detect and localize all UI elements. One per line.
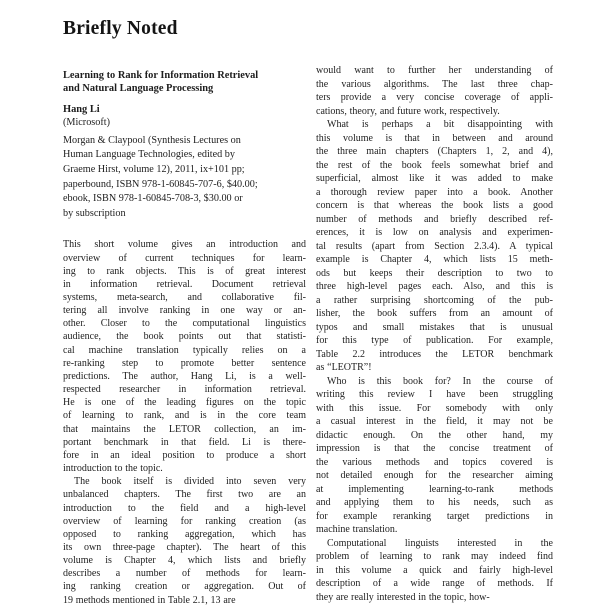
text-line: Graeme Hirst, volume 12), 2011, ix+101 pp; xyxy=(63,164,245,175)
text-line: for this type of publication. For example, xyxy=(316,335,553,346)
text-line: fore in an ideal position to produce a short xyxy=(63,449,306,461)
text-line: description of a wide range of methods. If xyxy=(316,578,553,589)
text-line: impression is that the concise treatment of xyxy=(316,443,553,454)
text-line: introduction to the field and a high-level xyxy=(63,502,306,514)
text-line: this volume is that in between and around xyxy=(316,132,553,144)
text-line: systems, meta-search, and collaborative fil- xyxy=(63,292,306,303)
author-block xyxy=(63,103,306,129)
text-line: by subscription xyxy=(63,207,126,219)
text-line: concern is that whereas the book lists a good xyxy=(316,200,553,211)
text-line: machine translation. xyxy=(316,524,398,535)
text-line: predictions. The author, Hang Li, is a well- xyxy=(63,370,306,382)
text-line: would want to further her understanding of xyxy=(316,65,553,76)
text-line: ters provide a very concise coverage of appli- xyxy=(316,92,553,103)
text-line: cal machine translation typically relies on a xyxy=(63,344,306,356)
text-line: audience, the book points out that statisti- xyxy=(63,331,306,343)
text-line: introduction to the topic. xyxy=(63,463,163,475)
text-line: Human Language Technologies, edited by xyxy=(63,149,235,161)
text-line: opposed to ranking aggregation, which has xyxy=(63,528,306,540)
text-line: Table 2.2 introduces the LETOR benchmark xyxy=(316,348,553,360)
text-line: respected researcher in information retrieval. xyxy=(63,384,306,396)
text-line: overview of learning for ranking creation (as xyxy=(63,515,306,527)
text-line: ing ranking creation or aggregation. Out of xyxy=(63,581,306,593)
text-line: the various methods and topics covered is xyxy=(316,456,553,468)
text-line: ods but keeps their description to two to xyxy=(316,267,553,279)
text-line: didactic enough. On the other hand, my xyxy=(316,429,553,441)
text-line: that maintains the LETOR collection, an im- xyxy=(63,423,306,435)
review-text-left xyxy=(63,238,306,606)
right-column xyxy=(316,64,553,604)
text-line: at implementing learning-to-rank methods xyxy=(316,483,553,495)
text-line: typos and small mistakes that is unusual xyxy=(316,321,553,333)
left-column xyxy=(63,69,306,607)
page-title: Briefly Noted xyxy=(63,18,178,39)
text-line: for example reranking target predictions in xyxy=(316,510,553,522)
text-line: lisher, the book suffers from an amount of xyxy=(316,308,553,319)
author-affiliation: (Microsoft) xyxy=(63,116,110,128)
text-line: cations, theory, and future work, respectively. xyxy=(316,105,500,117)
text-line: example is Chapter 4, which lists 15 meth- xyxy=(316,254,553,265)
text-line: three high-level pages each. Also, and this is xyxy=(316,281,553,292)
text-line: volume is Chapter 4, which lists and briefly xyxy=(63,555,306,567)
text-line: in this volume a quick and fairly high-level xyxy=(316,564,553,576)
text-line: not detailed enough for the researcher aiming xyxy=(316,470,553,481)
text-line: other. Closer to the computational linguistics xyxy=(63,318,306,330)
text-line: portant benchmark in that field. Li is there- xyxy=(63,436,306,448)
review-text-right xyxy=(316,64,553,604)
text-line: number of methods and briefly described ref- xyxy=(316,213,553,225)
text-line: The book itself is divided into seven very xyxy=(74,476,306,488)
text-line: and applying them to his needs, such as xyxy=(316,497,553,508)
author-name: Hang Li xyxy=(63,103,100,115)
text-line: ebook, ISBN 978-1-60845-708-3, $30.00 or xyxy=(63,193,243,205)
text-line: superficial, almost like it was added to make xyxy=(316,173,553,184)
text-line: writing this review I have been struggling xyxy=(316,389,553,400)
text-line: a thorough review paper into a book. Another xyxy=(316,186,553,198)
text-line: Computational linguists interested in the xyxy=(327,537,553,549)
text-line: This short volume gives an introduction and xyxy=(63,239,306,251)
text-line: as “LEOTR”! xyxy=(316,362,372,373)
text-line: a casual interest in the field, it may not be xyxy=(316,416,553,427)
text-line: Morgan & Claypool (Synthesis Lectures on xyxy=(63,134,241,146)
text-line: in information retrieval. Document retrieval xyxy=(63,278,306,290)
text-line: unbalanced chapters. The first two are an xyxy=(63,489,306,501)
text-line: He is one of the leading figures on the topic xyxy=(63,397,306,409)
text-line: tering all involve ranking in one way or an- xyxy=(63,305,306,317)
text-line: the three main chapters (Chapters 1, 2, and 4), xyxy=(316,146,553,157)
text-line: Who is this book for? In the course of xyxy=(327,375,553,387)
text-line: re-ranking step to promote better sentence xyxy=(63,357,306,369)
text-line: of learning to rank, and is in the core team xyxy=(63,410,306,422)
text-line: overview of current techniques for learn- xyxy=(63,252,306,264)
text-line: ing to rank objects. This is of great interest xyxy=(63,265,306,277)
text-line: a rather surprising shortcoming of the pub- xyxy=(316,294,553,306)
text-line: the rest of the book feels somewhat brief and xyxy=(316,159,553,171)
text-line: 19 methods mentioned in Table 2.1, 13 are xyxy=(63,594,236,606)
text-line: the various algorithms. The last three chap- xyxy=(316,78,553,90)
book-title xyxy=(63,69,306,96)
text-line: tal results (apart from Section 2.3.4). A typical xyxy=(316,240,553,252)
text-line: its own three-page chapter). The heart of this xyxy=(63,541,306,553)
text-line: Learning to Rank for Information Retrieval xyxy=(63,70,259,81)
text-line: describes a number of methods for learn- xyxy=(63,568,306,580)
imprint-block xyxy=(63,134,306,222)
text-line: problem of learning to rank may indeed find xyxy=(316,551,553,562)
text-line: paperbound, ISBN 978-1-60845-707-6, $40.00; xyxy=(63,178,258,190)
text-line: What is perhaps a bit disappointing with xyxy=(327,119,553,130)
text-line: erences, it is low on analysis and experimen- xyxy=(316,227,553,238)
text-line: and Natural Language Processing xyxy=(63,83,214,95)
text-line: with this issue. For somebody with only xyxy=(316,402,553,414)
text-line: they are really interested in the topic, how- xyxy=(316,591,490,603)
